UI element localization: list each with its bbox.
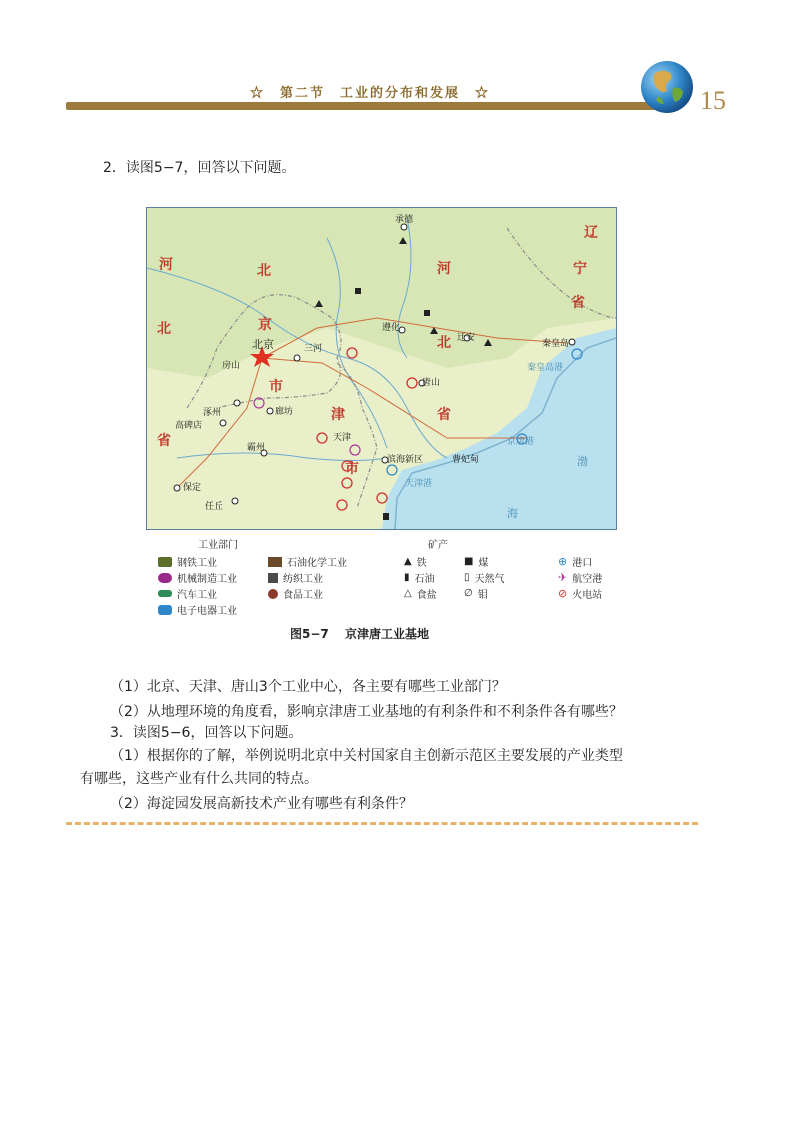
region-he-1: 河 bbox=[159, 257, 173, 273]
port-label-qinhuangdao: 秦皇岛港 bbox=[527, 363, 564, 373]
city-label-gaobeidian: 高碑店 bbox=[175, 421, 203, 431]
region-bei-2: 北 bbox=[157, 321, 171, 337]
legend-item-iron: ▲ 铁 bbox=[404, 556, 427, 569]
region-jing: 京 bbox=[258, 317, 272, 333]
legend-item-gas: ▯ 天然气 bbox=[464, 572, 505, 585]
anchor-icon: ⊕ bbox=[558, 555, 568, 568]
gas-icon: ▯ bbox=[464, 572, 470, 583]
legend-item-food: 食品工业 bbox=[268, 586, 323, 601]
region-bei-3: 北 bbox=[437, 335, 451, 351]
legend-item-molybdenum: ∅ 钼 bbox=[464, 588, 488, 601]
square-icon: ■ bbox=[464, 556, 474, 567]
textile-icon bbox=[268, 573, 278, 583]
figure-number: 图5−7 bbox=[290, 627, 329, 641]
city-label-zhuozhou: 涿州 bbox=[203, 408, 222, 418]
question-2-2: （2）从地理环境的角度看，影响京津唐工业基地的有利条件和不利条件各有哪些？ bbox=[110, 704, 623, 720]
legend-item-salt: △ 食盐 bbox=[404, 588, 437, 601]
city-label-sanhe: 三河 bbox=[304, 344, 323, 354]
city-label-beijing: 北京 bbox=[252, 338, 274, 351]
legend-item-auto: 汽车工业 bbox=[158, 586, 217, 601]
region-jin: 津 bbox=[331, 407, 345, 423]
legend-item-petro: 石油化学工业 bbox=[268, 554, 347, 569]
city-label-langfang: 廊坊 bbox=[275, 407, 294, 417]
header-bar bbox=[66, 102, 666, 110]
city-label-qinhuangdao: 秦皇岛 bbox=[542, 339, 570, 349]
region-sheng-3: 省 bbox=[437, 407, 451, 423]
legend-item-power: ⊘ 火电站 bbox=[558, 587, 603, 601]
question-2-1: （1）北京、天津、唐山3个工业中心，各主要有哪些工业部门？ bbox=[110, 679, 506, 695]
question-3-2: （2）海淀园发展高新技术产业有哪些有利条件？ bbox=[110, 796, 413, 812]
section-divider bbox=[66, 822, 698, 825]
region-sheng-liao: 省 bbox=[571, 295, 585, 311]
region-shi-jing: 市 bbox=[269, 379, 283, 395]
page-number: 15 bbox=[700, 86, 726, 115]
legend-industry-header: 工业部门 bbox=[198, 540, 238, 551]
city-label-baoding: 保定 bbox=[183, 483, 202, 493]
region-sheng-2: 省 bbox=[157, 433, 171, 449]
oil-icon: ▮ bbox=[404, 572, 410, 583]
steel-icon bbox=[158, 557, 172, 567]
city-label-binhai: 滨海新区 bbox=[387, 455, 424, 465]
city-label-qianan: 迁安 bbox=[457, 333, 476, 343]
sea-label-hai: 海 bbox=[507, 507, 518, 520]
city-label-caofeidian: 曹妃甸 bbox=[452, 455, 480, 465]
region-bei-1: 北 bbox=[257, 263, 271, 279]
city-label-tangshan: 唐山 bbox=[422, 378, 441, 388]
map-figure bbox=[146, 207, 617, 530]
port-label-jingtang: 京唐港 bbox=[507, 437, 535, 447]
legend-item-port: ⊕ 港口 bbox=[558, 555, 593, 569]
map-legend bbox=[146, 536, 616, 616]
electronics-icon bbox=[158, 605, 172, 615]
chapter-header-title: ☆ 第二节 工业的分布和发展 ☆ bbox=[250, 86, 491, 101]
port-label-tianjin: 天津港 bbox=[405, 479, 433, 489]
legend-item-airport: ✈ 航空港 bbox=[558, 571, 603, 585]
legend-item-machinery: 机械制造工业 bbox=[158, 570, 237, 585]
triangle-icon: ▲ bbox=[404, 556, 412, 567]
city-label-bazhou: 霸州 bbox=[247, 443, 266, 453]
food-icon bbox=[268, 589, 278, 599]
legend-mineral-header: 矿产 bbox=[428, 540, 448, 551]
question-2-prompt: 2．读图5−7，回答以下问题。 bbox=[103, 160, 296, 176]
molybdenum-icon: ∅ bbox=[464, 588, 473, 599]
question-3-prompt: 3．读图5−6，回答以下问题。 bbox=[110, 725, 303, 741]
region-liao: 辽 bbox=[584, 225, 598, 241]
city-label-tianjin: 天津 bbox=[333, 433, 352, 443]
question-3-1-line1: （1）根据你的了解，举例说明北京中关村国家自主创新示范区主要发展的产业类型 bbox=[110, 748, 623, 764]
region-he-3: 河 bbox=[437, 261, 451, 277]
hollow-triangle-icon: △ bbox=[404, 588, 412, 599]
globe-icon bbox=[640, 60, 694, 114]
legend-item-coal: ■ 煤 bbox=[464, 556, 489, 569]
legend-item-textile: 纺织工业 bbox=[268, 570, 323, 585]
petrochemical-icon bbox=[268, 557, 282, 567]
legend-item-steel: 钢铁工业 bbox=[158, 554, 217, 569]
figure-title: 京津唐工业基地 bbox=[344, 627, 429, 641]
figure-caption bbox=[290, 625, 441, 642]
question-3-1-line2: 有哪些，这些产业有什么共同的特点。 bbox=[80, 771, 318, 787]
city-label-zunhua: 遵化 bbox=[382, 323, 401, 333]
sea-label-bo: 渤 bbox=[577, 455, 588, 468]
city-label-renqiu: 任丘 bbox=[205, 502, 224, 512]
region-ning: 宁 bbox=[573, 261, 587, 277]
region-shi-tianjin: 市 bbox=[345, 461, 359, 477]
legend-item-oil: ▮ 石油 bbox=[404, 572, 435, 585]
city-label-fangshan: 房山 bbox=[222, 361, 241, 371]
machinery-icon bbox=[158, 573, 172, 583]
power-station-icon: ⊘ bbox=[558, 587, 568, 600]
car-icon bbox=[158, 590, 172, 597]
airplane-icon: ✈ bbox=[558, 571, 568, 584]
legend-item-electronics: 电子电器工业 bbox=[158, 602, 237, 617]
city-label-chengde: 承德 bbox=[395, 215, 414, 225]
